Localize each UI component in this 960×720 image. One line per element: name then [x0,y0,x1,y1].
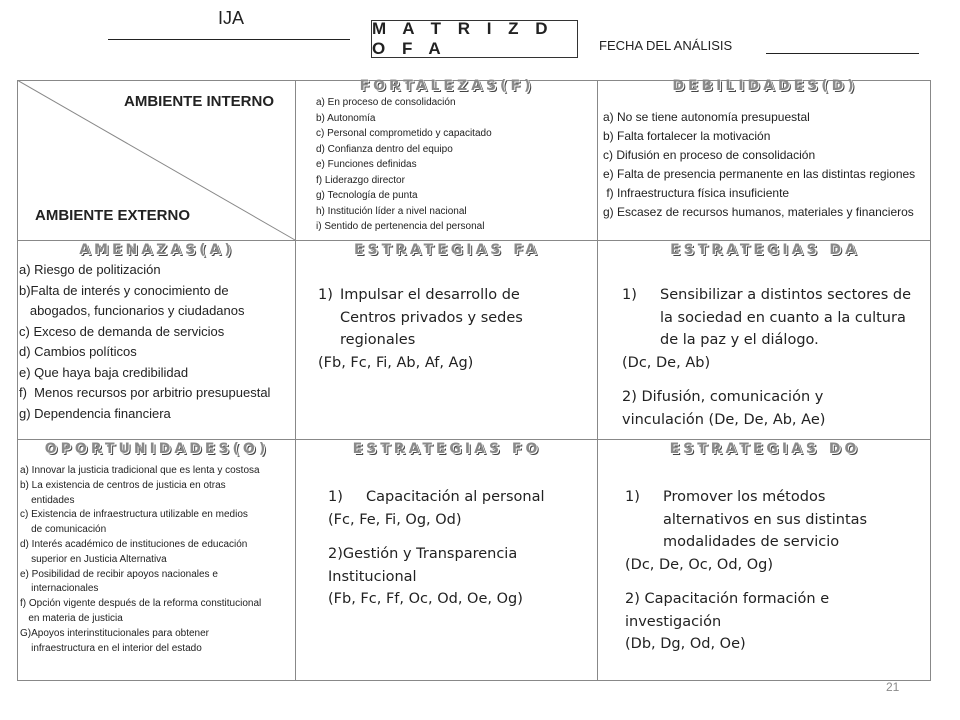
page-title: M A T R I Z D O F A [371,20,578,58]
list-item: a) En proceso de consolidación [316,97,456,108]
list-item: f) Liderazgo director [316,174,405,186]
item-number: 1) [328,489,343,505]
list-item: f) Opción vigente después de la reforma constitucional [20,598,262,610]
item-text: la sociedad en cuanto a la cultura [660,309,906,326]
amenazas-list [19,260,270,424]
list-item: h) Institución líder a nivel nacional [316,205,467,217]
item-number: 1) [318,287,333,303]
strategy-codes: (Dc, De, Ab) [622,354,711,371]
debilidades-list [603,108,915,222]
list-item: d) Interés académico de instituciones de educación [20,538,248,550]
list-item: c) Existencia de infraestructura utilizable en medios [20,509,248,521]
list-item: f) Infraestructura física insuficiente [603,186,790,200]
strategy-codes: (Fb, Fc, Ff, Oc, Od, Oe, Og) [328,591,523,607]
estrategias-fa-header: ESTRATEGIAS FA [353,242,541,258]
list-item: c) Difusión en proceso de consolidación [603,148,816,162]
list-item: b) La existencia de centros de justicia en otras [20,479,226,491]
debilidades-header: DEBILIDADES(D) [672,78,858,94]
amenazas-header: AMENAZAS(A) [79,242,235,258]
list-item: entidades [20,494,75,506]
strategy-codes: (Dc, De, Oc, Od, Og) [625,556,774,573]
item-text: Centros privados y sedes [340,309,523,326]
item-text: de la paz y el diálogo. [660,332,819,348]
list-item: b)Falta de interés y conocimiento de [19,282,229,298]
list-item: e) Posibilidad de recibir apoyos nacionales e [20,568,218,580]
item-text: alternativos en sus distintas [663,511,868,528]
fecha-label: FECHA DEL ANÁLISIS [599,38,733,53]
list-item: g) Dependencia financiera [19,405,171,421]
estrategias-da-body [622,284,911,431]
list-item: c) Personal comprometido y capacitado [316,128,492,139]
list-item: superior en Justicia Alternativa [20,553,167,565]
list-item: c) Exceso de demanda de servicios [19,323,225,339]
list-item: internacionales [20,583,99,595]
list-item: abogados, funcionarios y ciudadanos [19,303,245,318]
estrategias-do-header: ESTRATEGIAS DO [669,441,861,457]
list-item: a) Innovar la justicia tradicional que es lenta y costosa [20,465,260,476]
ambiente-interno-label: AMBIENTE INTERNO [124,93,274,110]
list-item: infraestructura en el interior del estado [20,642,202,654]
list-item: e) Funciones definidas [316,159,417,170]
oportunidades-header: OPORTUNIDADES(O) [44,441,270,457]
estrategias-fa-body [318,284,523,374]
item-number: 1) [625,489,640,505]
list-item: d) Confianza dentro del equipo [316,143,453,155]
page-number: 21 [886,680,900,694]
list-item: b) Autonomía [316,112,376,124]
fortalezas-list [316,95,492,235]
list-item: d) Cambios políticos [19,344,137,359]
list-item: de comunicación [20,524,107,536]
fecha-underline [766,53,919,54]
item-text: 2)Gestión y Transparencia [328,546,518,562]
estrategias-fo-body [328,486,544,611]
list-item: en materia de justicia [20,612,123,624]
item-number: 1) [622,287,637,303]
list-item: g) Escasez de recursos humanos, materiales y financieros [603,205,914,219]
item-text: Sensibilizar a distintos sectores de [660,287,912,303]
strategy-codes: (Db, Dg, Od, Oe) [625,636,746,652]
estrategias-da-header: ESTRATEGIAS DA [670,242,860,258]
item-text: 2) Difusión, comunicación y [622,389,824,405]
item-text: regionales [340,332,416,348]
list-item: f) Menos recursos por arbitrio presupuestal [19,385,271,400]
list-item: g) Tecnología de punta [316,190,418,201]
item-text: investigación [625,613,722,630]
list-item: b) Falta fortalecer la motivación [603,129,771,143]
item-text: 2) Capacitación formación e [625,591,830,607]
strategy-codes: (Fc, Fe, Fi, Og, Od) [328,511,462,528]
item-text: vinculación (De, De, Ab, Ae) [622,411,826,428]
list-item: e) Falta de presencia permanente en las distintas regiones [603,167,916,181]
item-text: Institucional [328,568,417,585]
fortalezas-header: FORTALEZAS(F) [359,78,535,94]
list-item: G)Apoyos interinstitucionales para obtener [20,627,209,639]
list-item: a) No se tiene autonomía presupuestal [603,110,810,124]
item-text: modalidades de servicio [663,534,840,550]
strategy-codes: (Fb, Fc, Fi, Ab, Af, Ag) [318,354,474,371]
list-item: i) Sentido de pertenencia del personal [316,221,485,232]
list-item: e) Que haya baja credibilidad [19,364,189,380]
item-text: Impulsar el desarrollo de [340,287,520,303]
list-item: a) Riesgo de politización [19,262,161,277]
estrategias-fo-header: ESTRATEGIAS FO [352,441,542,457]
grid-divider-col2 [597,80,598,681]
ambiente-externo-label: AMBIENTE EXTERNO [35,207,191,224]
ija-underline [108,39,350,40]
estrategias-do-body [625,486,867,656]
ija-label: IJA [218,8,245,28]
oportunidades-list [20,464,261,656]
item-text: Promover los métodos [663,489,826,505]
item-text: Capacitación al personal [366,489,545,505]
grid-divider-row2 [17,439,931,440]
